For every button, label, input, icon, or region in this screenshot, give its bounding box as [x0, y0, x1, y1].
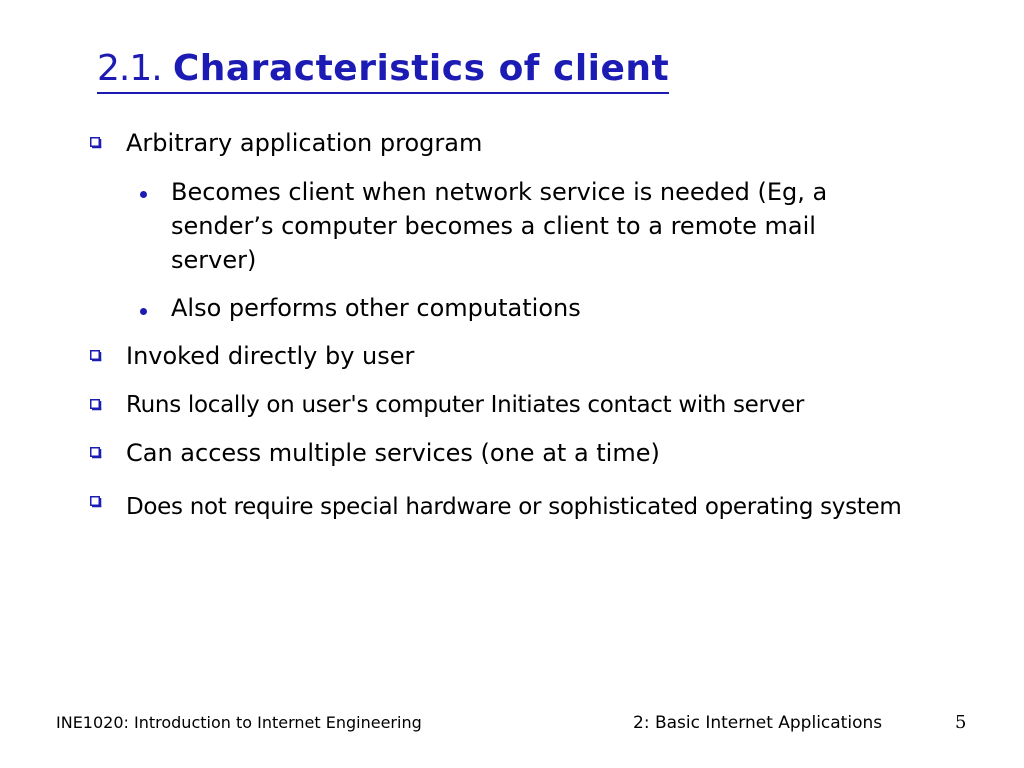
dot-bullet-icon [140, 191, 147, 198]
square-bullet-icon [90, 447, 102, 459]
slide-title-text: Characteristics of client [172, 48, 670, 89]
page-number: 5 [955, 712, 967, 733]
sub-bullet-item: Becomes client when network service is needed (Eg, a sender’s computer becomes a client to a remote mail server) [171, 178, 828, 274]
bullet-item: Does not require special hardware or sophisticated operating system [126, 494, 902, 520]
bullet-item: Runs locally on user's computer Initiates contact with server [126, 392, 804, 418]
square-bullet-icon [90, 399, 102, 411]
slide-title [97, 46, 669, 94]
sub-bullet-item: Also performs other computations [171, 294, 581, 322]
bullet-item: Arbitrary application program [126, 129, 483, 157]
bullet-item: Can access multiple services (one at a time) [126, 439, 660, 467]
bullet-item: Invoked directly by user [126, 342, 415, 370]
footer-course: INE1020: Introduction to Internet Engineering [56, 713, 422, 732]
footer-chapter: 2: Basic Internet Applications [633, 713, 883, 733]
square-bullet-icon [90, 137, 102, 149]
slide-title-number: 2.1. [97, 48, 162, 89]
dot-bullet-icon [140, 308, 147, 315]
square-bullet-icon [90, 350, 102, 362]
square-bullet-icon [90, 496, 102, 508]
